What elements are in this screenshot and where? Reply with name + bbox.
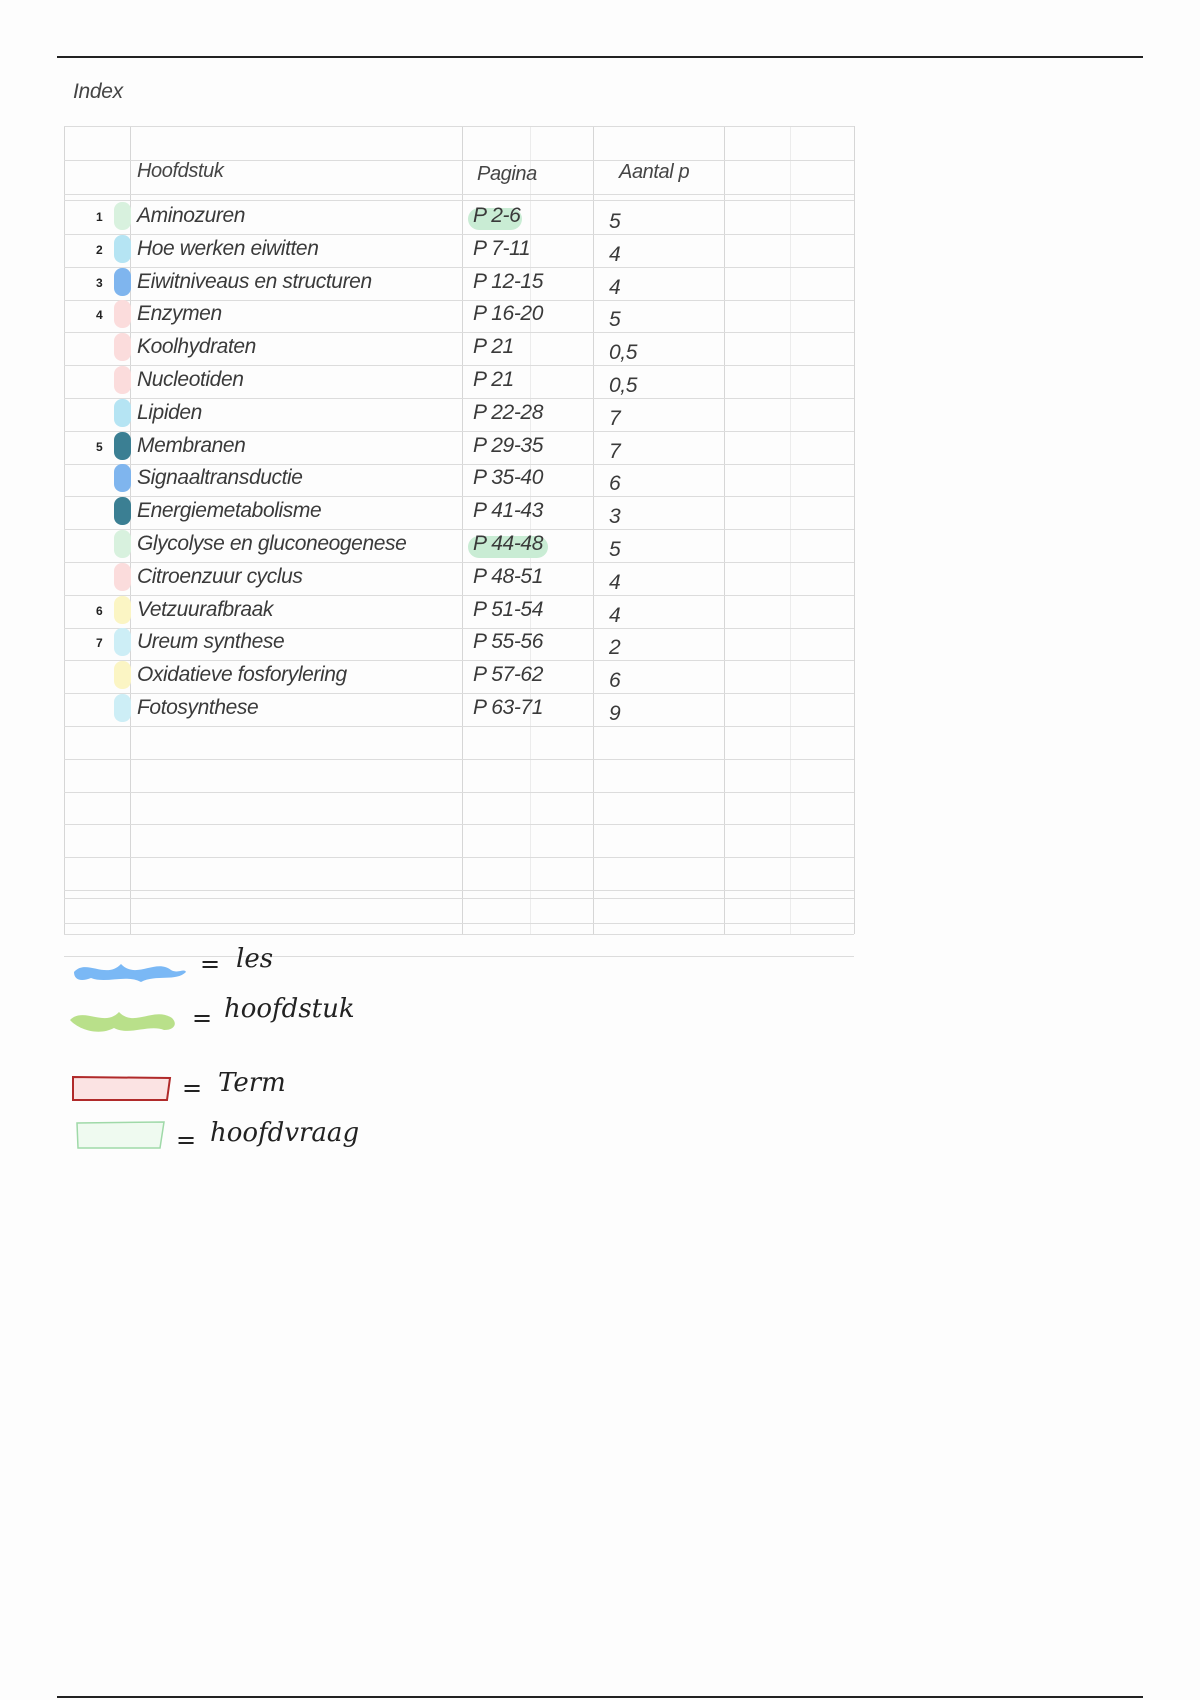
row-pages: P 44-48: [473, 532, 543, 555]
row-color-marker: [114, 464, 131, 492]
grid-hline: [64, 496, 854, 497]
row-count: 5: [609, 538, 621, 561]
row-color-marker: [114, 497, 131, 525]
row-count: 9: [609, 702, 621, 725]
row-color-marker: [114, 300, 131, 328]
row-number: 4: [96, 308, 103, 322]
row-pages: P 55-56: [473, 630, 543, 653]
grid-hline: [64, 660, 854, 661]
row-count: 5: [609, 308, 621, 331]
row-color-marker: [114, 563, 131, 591]
grid-hline: [64, 595, 854, 596]
row-color-marker: [114, 596, 131, 624]
grid-hline: [64, 934, 854, 935]
row-color-marker: [114, 399, 131, 427]
row-title: Oxidatieve fosforylering: [137, 663, 347, 686]
row-count: 4: [609, 571, 621, 594]
row-count: 7: [609, 407, 621, 430]
row-count: 4: [609, 604, 621, 627]
row-pages: P 21: [473, 368, 514, 391]
row-color-marker: [114, 661, 131, 689]
row-title: Aminozuren: [137, 204, 246, 227]
row-color-marker: [114, 333, 131, 361]
row-count: 0,5: [609, 374, 637, 397]
row-pages: P 35-40: [473, 466, 543, 489]
legend-label-term: Term: [218, 1068, 286, 1098]
row-count: 6: [609, 472, 621, 495]
header-chapter: Hoofdstuk: [137, 160, 224, 182]
row-count: 6: [609, 669, 621, 692]
row-title: Membranen: [137, 434, 246, 457]
row-pages: P 29-35: [473, 434, 543, 457]
grid-hline: [64, 628, 854, 629]
grid-hline: [64, 300, 854, 301]
row-title: Glycolyse en gluconeogenese: [137, 532, 407, 555]
grid-hline: [64, 332, 854, 333]
grid-vline-faint: [790, 126, 791, 934]
grid-hline: [64, 194, 854, 195]
grid-hline: [64, 898, 854, 899]
row-count: 4: [609, 276, 621, 299]
grid-vline: [724, 126, 725, 934]
row-pages: P 21: [473, 335, 514, 358]
grid-hline: [64, 267, 854, 268]
blue-marker-swatch: [66, 950, 196, 990]
header-page: Pagina: [477, 163, 537, 185]
row-count: 7: [609, 440, 621, 463]
row-color-marker: [114, 432, 131, 460]
row-number: 7: [96, 636, 103, 650]
row-color-marker: [114, 628, 131, 656]
row-title: Nucleotiden: [137, 368, 244, 391]
legend-label-les: les: [236, 944, 274, 974]
row-pages: P 51-54: [473, 598, 543, 621]
row-title: Enzymen: [137, 302, 222, 325]
row-title: Citroenzuur cyclus: [137, 565, 303, 588]
header-count: Aantal p: [619, 161, 690, 183]
row-color-marker: [114, 202, 131, 230]
top-rule: [57, 56, 1143, 58]
row-number: 6: [96, 604, 103, 618]
legend-label-hoofdvraag: hoofdvraag: [210, 1118, 360, 1148]
row-count: 2: [609, 636, 621, 659]
grid-vline: [462, 126, 463, 934]
row-color-marker: [114, 235, 131, 263]
row-count: 5: [609, 210, 621, 233]
grid-hline: [64, 398, 854, 399]
row-number: 3: [96, 276, 103, 290]
grid-hline: [64, 200, 854, 201]
page-title: Index: [73, 80, 123, 103]
grid-hline: [64, 726, 854, 727]
grid-hline: [64, 529, 854, 530]
grid-hline: [64, 792, 854, 793]
red-box-swatch: [70, 1074, 180, 1104]
row-pages: P 16-20: [473, 302, 543, 325]
grid-hline: [64, 890, 854, 891]
bottom-rule: [57, 1696, 1143, 1698]
row-title: Ureum synthese: [137, 630, 285, 653]
row-color-marker: [114, 366, 131, 394]
row-title: Hoe werken eiwitten: [137, 237, 319, 260]
grid-vline: [64, 126, 65, 934]
row-color-marker: [114, 268, 131, 296]
row-title: Eiwitniveaus en structuren: [137, 270, 372, 293]
row-number: 1: [96, 210, 103, 224]
row-title: Fotosynthese: [137, 696, 259, 719]
row-number: 5: [96, 440, 103, 454]
row-pages: P 12-15: [473, 270, 543, 293]
grid-hline: [64, 234, 854, 235]
row-color-marker: [114, 530, 131, 558]
grid-hline: [64, 693, 854, 694]
grid-hline: [64, 464, 854, 465]
grid-hline: [64, 759, 854, 760]
row-pages: P 2-6: [473, 204, 521, 227]
row-color-marker: [114, 694, 131, 722]
legend-label-hoofdstuk: hoofdstuk: [224, 994, 355, 1024]
grid-hline: [64, 126, 854, 127]
row-title: Koolhydraten: [137, 335, 256, 358]
grid-vline-faint: [530, 126, 531, 934]
grid-hline: [64, 562, 854, 563]
row-pages: P 57-62: [473, 663, 543, 686]
row-title: Energiemetabolisme: [137, 499, 322, 522]
row-number: 2: [96, 243, 103, 257]
row-pages: P 7-11: [473, 237, 531, 260]
grid-hline: [64, 857, 854, 858]
grid-hline: [64, 365, 854, 366]
row-pages: P 63-71: [473, 696, 543, 719]
grid-hline: [64, 923, 854, 924]
row-pages: P 48-51: [473, 565, 543, 588]
row-count: 0,5: [609, 341, 637, 364]
green-box-swatch: [74, 1118, 184, 1152]
grid-vline: [593, 126, 594, 934]
grid-hline: [64, 824, 854, 825]
grid-vline: [854, 126, 855, 934]
row-count: 4: [609, 243, 621, 266]
row-pages: P 41-43: [473, 499, 543, 522]
row-pages: P 22-28: [473, 401, 543, 424]
row-title: Signaaltransductie: [137, 466, 303, 489]
row-title: Vetzuurafbraak: [137, 598, 274, 621]
row-title: Lipiden: [137, 401, 202, 424]
green-marker-swatch: [64, 1000, 184, 1040]
row-count: 3: [609, 505, 621, 528]
grid-hline: [64, 431, 854, 432]
